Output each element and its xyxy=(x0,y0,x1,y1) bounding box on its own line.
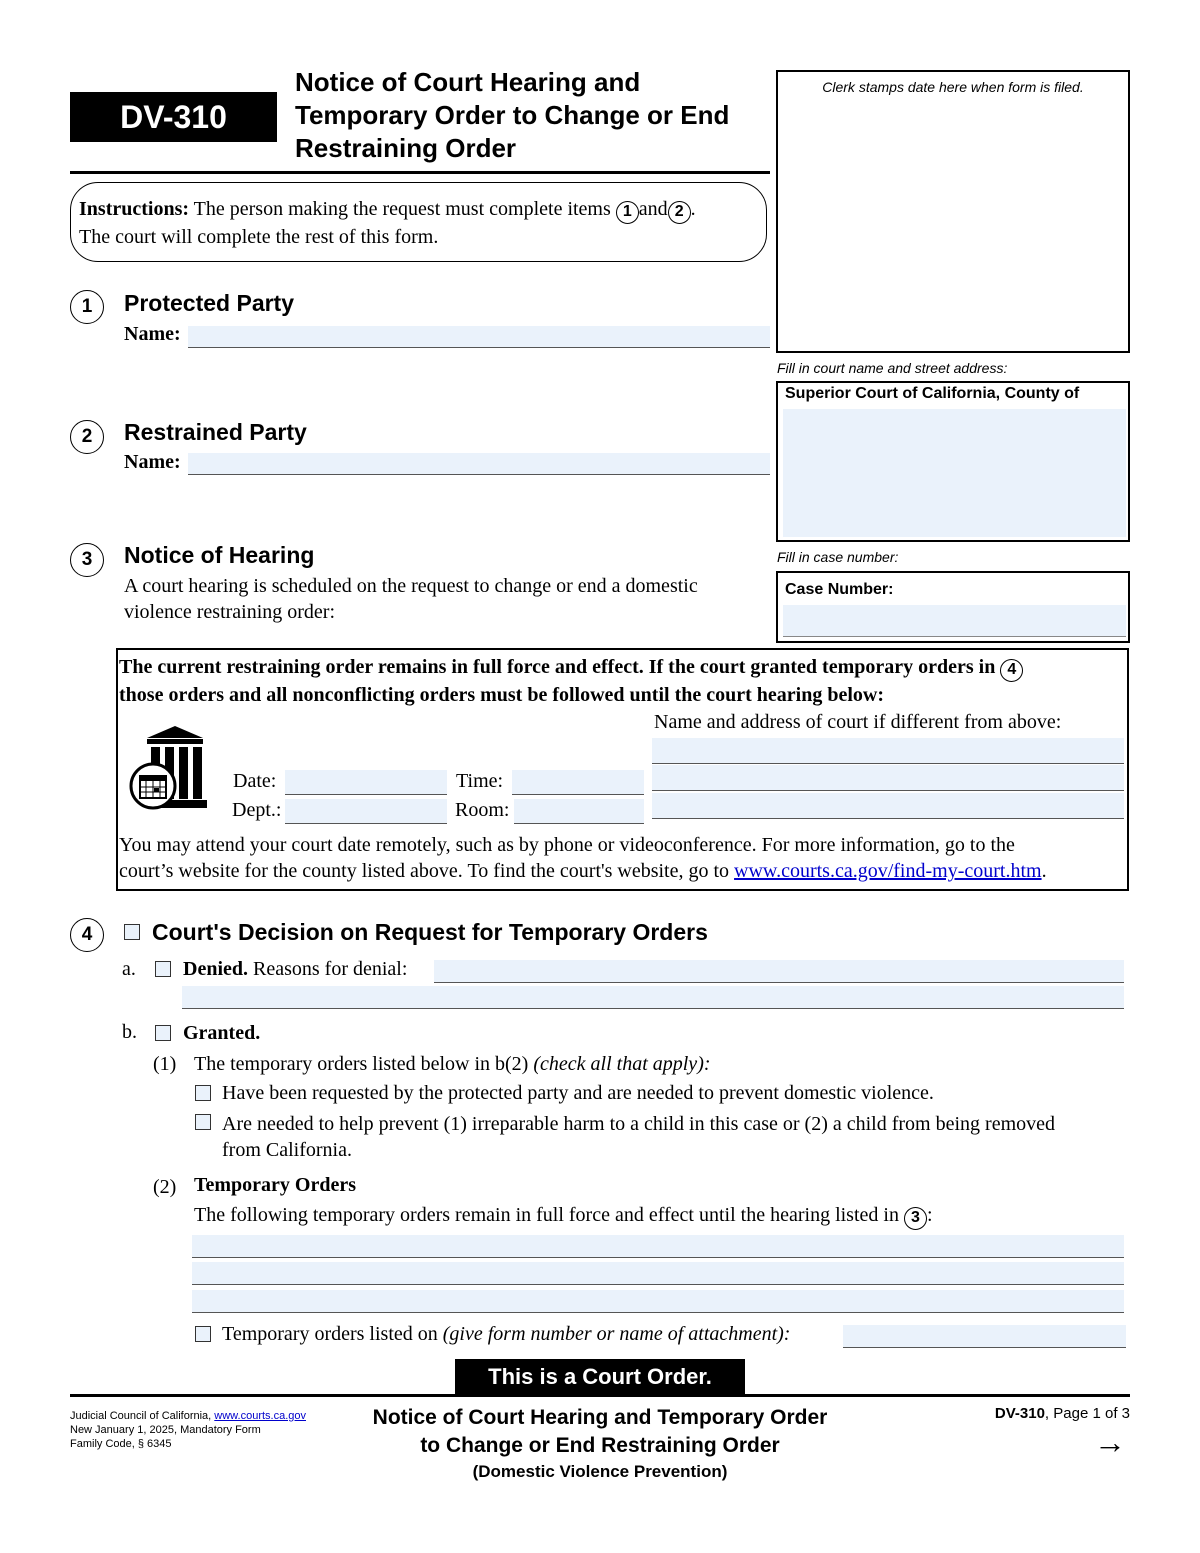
hearing-time-field[interactable] xyxy=(512,770,644,795)
notice-of-hearing-heading: Notice of Hearing xyxy=(124,542,315,568)
council-website-link[interactable]: www.courts.ca.gov xyxy=(214,1410,306,1422)
listed-on-attachment-checkbox[interactable] xyxy=(195,1326,211,1342)
ref-item-2: 2 xyxy=(668,201,691,224)
b2-number: (2) xyxy=(153,1176,177,1198)
form-title: Notice of Court Hearing and Temporary Order to Change or End Restraining Order xyxy=(295,67,730,163)
item-number-1: 1 xyxy=(70,290,104,324)
ref-item-4: 4 xyxy=(1000,659,1023,682)
protected-party-heading: Protected Party xyxy=(124,290,295,316)
find-my-court-link[interactable]: www.courts.ca.gov/find-my-court.htm xyxy=(734,860,1042,882)
denied-letter: a. xyxy=(122,958,136,980)
denied-label: Denied. Reasons for denial: xyxy=(183,958,408,980)
ref-item-3: 3 xyxy=(904,1207,927,1230)
courthouse-calendar-icon xyxy=(127,724,209,810)
case-number-label: Case Number: xyxy=(785,581,894,598)
header-rule xyxy=(70,171,770,174)
requested-by-protected-party-checkbox[interactable] xyxy=(195,1085,211,1101)
footer-left: Judicial Council of California, www.courts.ca.gov New January 1, 2025, Mandatory Form Family Code, § 6345 xyxy=(70,1410,306,1450)
denied-checkbox[interactable] xyxy=(155,961,171,977)
dept-label: Dept.: xyxy=(232,799,282,821)
courts-decision-heading: Court's Decision on Request for Temporary Orders xyxy=(152,919,708,945)
temporary-orders-field-2[interactable] xyxy=(192,1262,1124,1285)
date-label: Date: xyxy=(233,770,277,792)
item-number-2: 2 xyxy=(70,420,104,454)
hearing-date-field[interactable] xyxy=(285,770,447,795)
hearing-dept-field[interactable] xyxy=(285,799,447,824)
footer-title: Notice of Court Hearing and Temporary Order to Change or End Restraining Order (Domestic Violence Prevention) xyxy=(372,1406,828,1481)
case-number-field[interactable] xyxy=(783,605,1126,637)
form-id: DV-310 xyxy=(120,99,227,135)
restrained-party-heading: Restrained Party xyxy=(124,419,307,445)
court-order-banner: This is a Court Order. xyxy=(455,1359,745,1395)
listed-on-attachment-label: Temporary orders listed on (give form number or name of attachment): xyxy=(222,1323,791,1345)
case-number-box xyxy=(776,571,1130,643)
b1-text: The temporary orders listed below in b(2) (check all that apply): xyxy=(194,1053,711,1075)
other-court-field-3[interactable] xyxy=(652,793,1124,819)
restrained-name-label: Name: xyxy=(124,451,181,473)
footer-page-info: DV-310, Page 1 of 3 xyxy=(994,1405,1130,1422)
footer-form-id: DV-310 xyxy=(994,1405,1045,1422)
b1-number: (1) xyxy=(153,1053,177,1075)
temporary-orders-field-1[interactable] xyxy=(192,1235,1124,1258)
prevent-harm-label: Are needed to help prevent (1) irreparable harm to a child in this case or (2) a child from being removed from California. xyxy=(222,1113,1056,1161)
notice-description: A court hearing is scheduled on the request to change or end a domestic violence restraining order: xyxy=(124,575,698,623)
instructions-box: Instructions: The person making the request must complete items 1 and 2 . The court will complete the rest of this form. xyxy=(70,182,767,262)
hearing-room-field[interactable] xyxy=(514,799,644,824)
granted-letter: b. xyxy=(122,1021,137,1043)
granted-checkbox[interactable] xyxy=(155,1025,171,1041)
granted-label: Granted. xyxy=(183,1022,261,1044)
denial-reasons-field-1[interactable] xyxy=(434,960,1124,983)
other-court-field-1[interactable] xyxy=(652,738,1124,764)
temporary-orders-text: The following temporary orders remain in full force and effect until the hearing listed in 3 : xyxy=(194,1204,933,1230)
denial-reasons-field-2[interactable] xyxy=(182,986,1124,1009)
court-name-note: Fill in court name and street address: xyxy=(777,360,1008,376)
ref-item-1: 1 xyxy=(616,201,639,224)
prevent-harm-checkbox[interactable] xyxy=(195,1114,211,1130)
remote-attendance-text: You may attend your court date remotely, such as by phone or videoconference. For more information, go to the court’s website for the county listed above. To find the court's website, go to www.courts.ca.gov/find-my-court.htm. xyxy=(119,834,1047,882)
item-number-4: 4 xyxy=(70,918,104,952)
footer-rule xyxy=(70,1394,1130,1397)
attachment-name-field[interactable] xyxy=(843,1325,1126,1348)
next-page-arrow-icon[interactable]: → xyxy=(1094,1424,1126,1460)
temporary-orders-subheading: Temporary Orders xyxy=(194,1174,357,1196)
page-number: Page 1 of 3 xyxy=(1053,1405,1130,1422)
case-number-note: Fill in case number: xyxy=(777,549,899,565)
time-label: Time: xyxy=(456,770,504,792)
court-address-field[interactable] xyxy=(783,409,1126,537)
court-address-box xyxy=(776,381,1130,542)
court-label: Superior Court of California, County of xyxy=(785,385,1080,402)
room-label: Room: xyxy=(455,799,510,821)
other-court-label: Name and address of court if different from above: xyxy=(654,711,1062,733)
restrained-name-field[interactable] xyxy=(188,453,770,475)
other-court-field-2[interactable] xyxy=(652,765,1124,791)
order-in-force-text: The current restraining order remains in full force and effect. If the court granted temporary orders in 4 those orders and all nonconflicting orders must be followed until the court hearing below: xyxy=(119,654,1023,708)
temporary-orders-checkbox[interactable] xyxy=(124,924,140,940)
clerk-stamp-box xyxy=(776,70,1130,353)
clerk-stamp-note: Clerk stamps date here when form is filed. xyxy=(822,79,1084,95)
protected-name-field[interactable] xyxy=(188,326,770,348)
temporary-orders-field-3[interactable] xyxy=(192,1290,1124,1313)
requested-by-protected-party-label: Have been requested by the protected party and are needed to prevent domestic violence. xyxy=(222,1082,934,1104)
item-number-3: 3 xyxy=(70,543,104,577)
protected-name-label: Name: xyxy=(124,323,181,345)
form-id-badge xyxy=(70,92,277,142)
